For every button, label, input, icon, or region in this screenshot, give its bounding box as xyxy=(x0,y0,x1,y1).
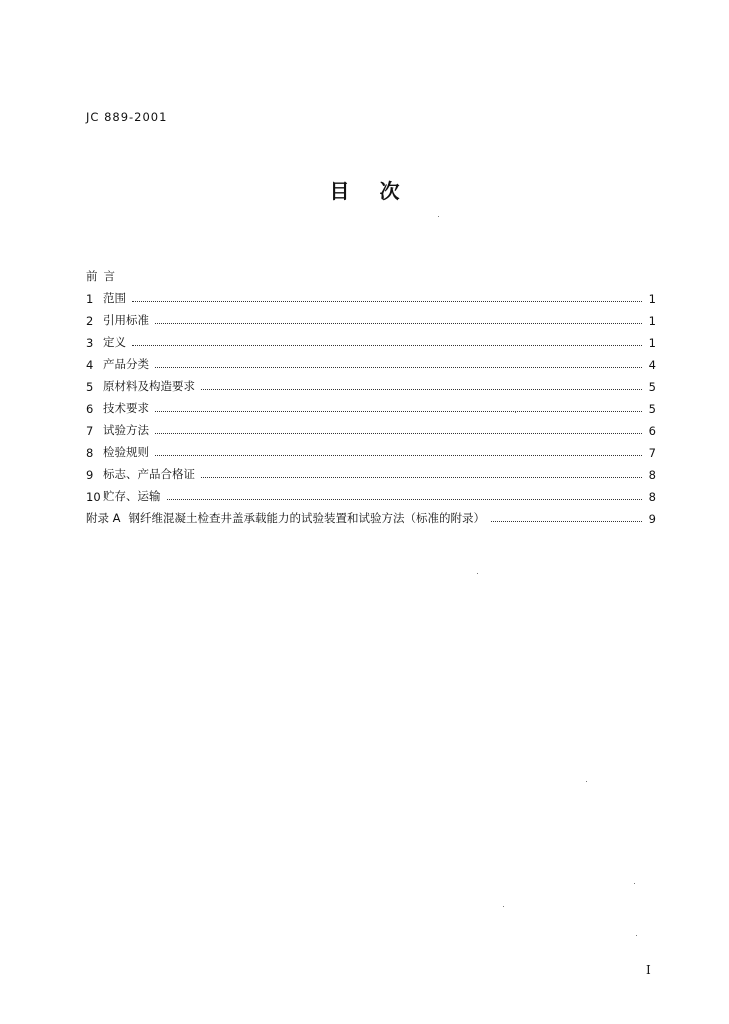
table-of-contents xyxy=(86,262,656,526)
toc-entry-number: 6 xyxy=(86,402,94,416)
dot-leader xyxy=(155,455,642,456)
toc-entry[interactable] xyxy=(86,438,656,460)
page-title xyxy=(0,175,729,204)
toc-entry[interactable] xyxy=(86,306,656,328)
dot-leader xyxy=(491,521,642,522)
scan-speck xyxy=(438,216,439,217)
toc-entry[interactable] xyxy=(86,328,656,350)
toc-entry-page: 7 xyxy=(648,446,656,460)
dot-leader xyxy=(132,345,642,346)
toc-preface[interactable] xyxy=(86,262,656,284)
title-char-2: 次 xyxy=(379,179,400,203)
toc-entry-label: 产品分类 xyxy=(103,357,149,371)
toc-entry-number: 2 xyxy=(86,314,94,328)
toc-appendix-label: 钢纤维混凝土检查井盖承载能力的试验装置和试验方法（标准的附录） xyxy=(128,511,486,525)
toc-entry-label: 引用标准 xyxy=(103,313,149,327)
page-number: I xyxy=(646,963,651,977)
toc-entry-number: 8 xyxy=(86,446,94,460)
toc-preface-label: 前言 xyxy=(86,269,121,283)
toc-entry-page: 1 xyxy=(648,336,656,350)
toc-appendix-page: 9 xyxy=(648,512,656,526)
toc-entry-page: 8 xyxy=(648,490,656,504)
scan-speck xyxy=(503,906,504,907)
dot-leader xyxy=(155,323,642,324)
toc-entry[interactable] xyxy=(86,482,656,504)
dot-leader xyxy=(132,301,642,302)
toc-entry-label: 检验规则 xyxy=(103,445,149,459)
toc-appendix[interactable] xyxy=(86,504,656,526)
toc-entry-number: 3 xyxy=(86,336,94,350)
dot-leader xyxy=(155,411,642,412)
toc-entry-page: 5 xyxy=(648,380,656,394)
toc-entry-number: 1 xyxy=(86,292,94,306)
dot-leader xyxy=(201,389,642,390)
toc-entry-label: 范围 xyxy=(103,291,126,305)
toc-entry[interactable] xyxy=(86,350,656,372)
toc-entry-number: 9 xyxy=(86,468,94,482)
dot-leader xyxy=(201,477,642,478)
toc-entry[interactable] xyxy=(86,284,656,306)
toc-entry-number: 7 xyxy=(86,424,94,438)
scan-speck xyxy=(515,412,516,413)
toc-entry-label: 标志、产品合格证 xyxy=(103,467,195,481)
toc-entry-label: 贮存、运输 xyxy=(103,489,161,503)
scan-speck xyxy=(636,935,637,936)
toc-entry-label: 技术要求 xyxy=(103,401,149,415)
scan-speck xyxy=(477,573,478,574)
scan-speck xyxy=(586,781,587,782)
toc-entry-label: 试验方法 xyxy=(103,423,149,437)
toc-entry[interactable] xyxy=(86,372,656,394)
toc-entry[interactable] xyxy=(86,460,656,482)
standard-code: JC 889-2001 xyxy=(86,110,168,124)
toc-entry-page: 1 xyxy=(648,292,656,306)
dot-leader xyxy=(167,499,643,500)
toc-entry-page: 5 xyxy=(648,402,656,416)
toc-entry-page: 8 xyxy=(648,468,656,482)
title-char-1: 目 xyxy=(329,179,350,203)
toc-entry-label: 定义 xyxy=(103,335,126,349)
toc-entry-number: 10 xyxy=(86,490,101,504)
dot-leader xyxy=(155,433,642,434)
toc-appendix-number: 附录 A xyxy=(86,511,121,525)
toc-entry-page: 1 xyxy=(648,314,656,328)
toc-entry[interactable] xyxy=(86,394,656,416)
toc-entry-page: 4 xyxy=(648,358,656,372)
dot-leader xyxy=(155,367,642,368)
toc-entry-number: 4 xyxy=(86,358,94,372)
toc-entry-label: 原材料及构造要求 xyxy=(103,379,195,393)
scan-speck xyxy=(634,883,635,884)
toc-entry-number: 5 xyxy=(86,380,94,394)
toc-entry-page: 6 xyxy=(648,424,656,438)
toc-entry[interactable] xyxy=(86,416,656,438)
